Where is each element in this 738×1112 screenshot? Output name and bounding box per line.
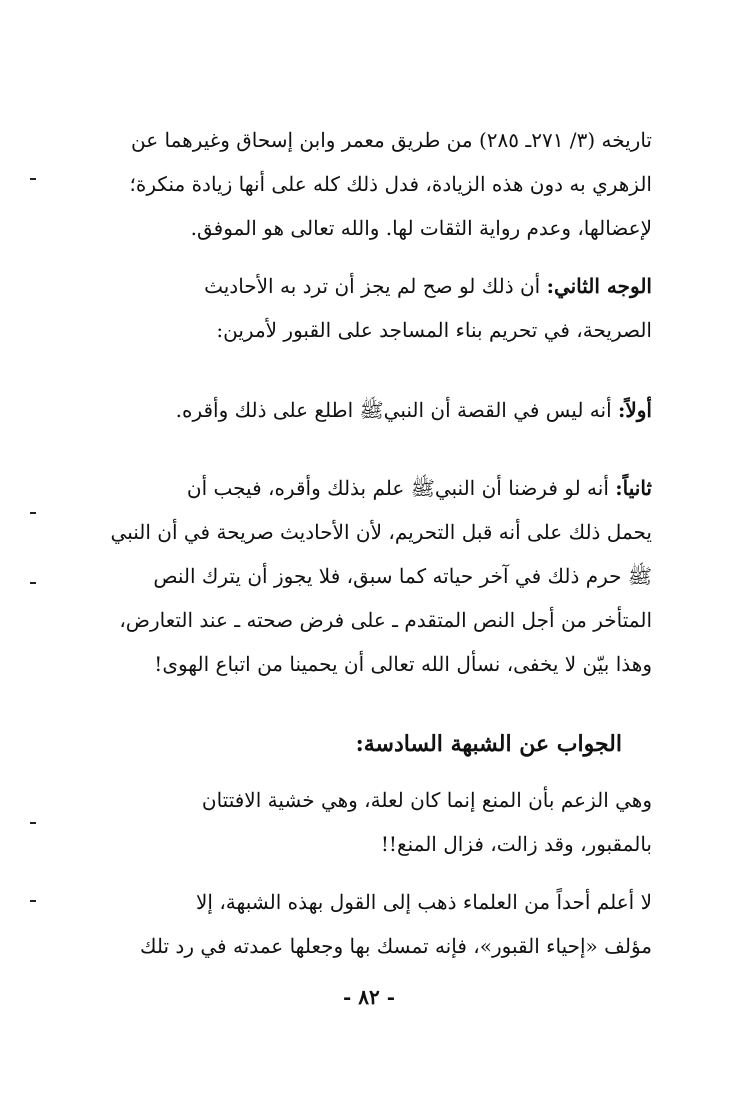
margin-mark bbox=[30, 178, 36, 180]
text-line bbox=[84, 466, 652, 510]
margin-mark bbox=[30, 900, 36, 902]
section-lead: الوجه الثاني: bbox=[546, 274, 652, 298]
text-line: لإعضالها، وعدم رواية الثقات لها. والله تعالى هو الموفق. bbox=[190, 216, 652, 240]
text-line: وهي الزعم بأن المنع إنما كان لعلة، وهي خشية الافتتان bbox=[201, 788, 652, 812]
page-number: - ٨٢ - bbox=[342, 985, 395, 1009]
text-line: مؤلف «إحياء القبور»، فإنه تمسك بها وجعلها عمدته في رد تلك bbox=[140, 934, 652, 958]
text-line bbox=[84, 264, 652, 308]
text-fragment: أنه ليس في القصة أن النبيﷺ اطلع على ذلك وأقره. bbox=[175, 398, 618, 422]
text-line: الزهري به دون هذه الزيادة، فدل ذلك كله على أنها زيادة منكرة؛ bbox=[129, 172, 652, 196]
section-lead: أولاً: bbox=[617, 398, 652, 422]
text-line: وهذا بيّن لا يخفى، نسأل الله تعالى أن يحمينا من اتباع الهوى! bbox=[154, 652, 652, 676]
text-fragment: أنه لو فرضنا أن النبيﷺ علم بذلك وأقره، فيجب أن bbox=[186, 476, 616, 500]
text-line: ﷺ حرم ذلك في آخر حياته كما سبق، فلا يجوز أن يترك النص bbox=[153, 564, 652, 588]
paragraph-1 bbox=[84, 118, 652, 250]
text-line: تاريخه (٣/ ٢٧١ـ ٢٨٥) من طريق معمر وابن إسحاق وغيرهما عن bbox=[130, 128, 652, 152]
text-line: يحمل ذلك على أنه قبل التحريم، لأن الأحاديث صريحة في أن النبي bbox=[110, 520, 652, 544]
paragraph-6 bbox=[84, 880, 652, 968]
margin-mark bbox=[30, 582, 36, 584]
margin-mark bbox=[30, 822, 36, 824]
paragraph-4 bbox=[84, 466, 652, 686]
text-line: الصريحة، في تحريم بناء المساجد على القبور لأمرين: bbox=[216, 318, 652, 342]
text-line: المتأخر من أجل النص المتقدم ـ على فرض صحته ـ عند التعارض، bbox=[119, 608, 652, 632]
paragraph-5 bbox=[84, 778, 652, 866]
section-lead: ثانياً: bbox=[615, 476, 652, 500]
text-line: بالمقبور، وقد زالت، فزال المنع!! bbox=[380, 832, 652, 856]
paragraph-2 bbox=[84, 264, 652, 352]
section-heading: الجواب عن الشبهة السادسة: bbox=[355, 731, 622, 757]
margin-mark bbox=[30, 512, 36, 514]
text-fragment: أن ذلك لو صح لم يجز أن ترد به الأحاديث bbox=[204, 274, 547, 298]
text-line bbox=[84, 388, 652, 432]
paragraph-3 bbox=[84, 388, 652, 432]
text-line: لا أعلم أحداً من العلماء ذهب إلى القول بهذه الشبهة، إلا bbox=[196, 890, 652, 914]
